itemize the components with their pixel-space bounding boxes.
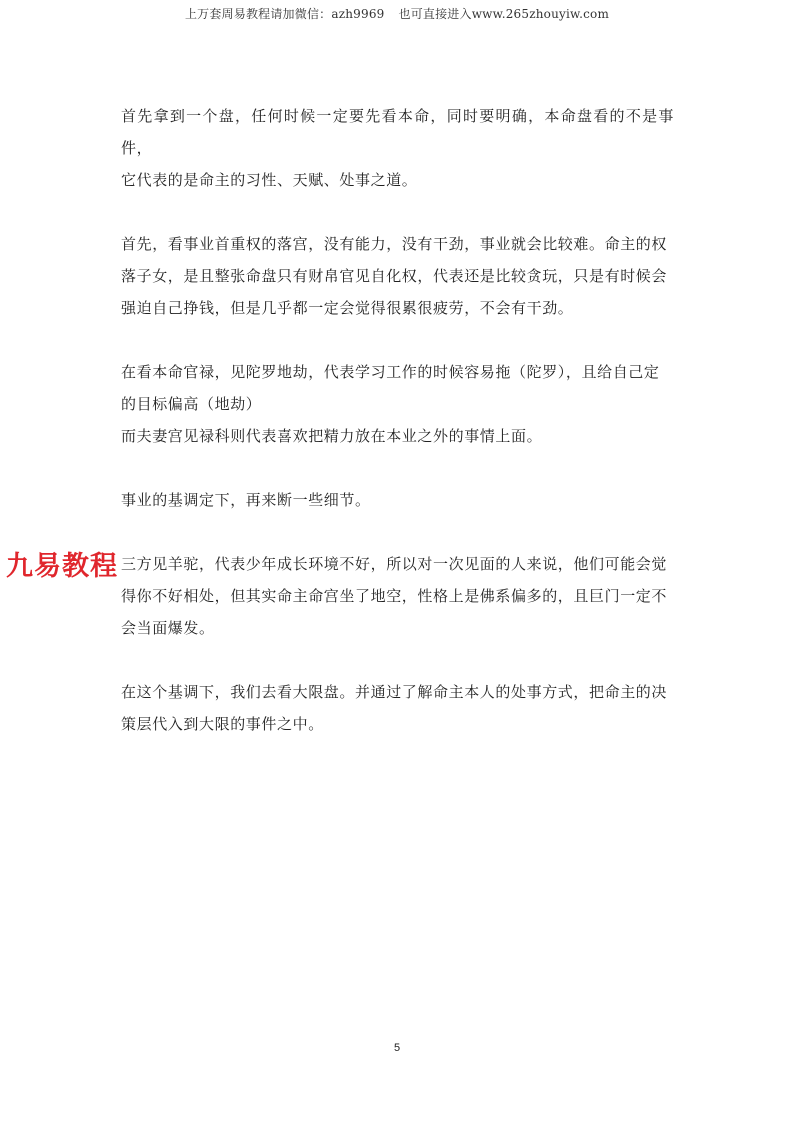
text-line: 事业的基调定下，再来断一些细节。 bbox=[121, 491, 371, 509]
text-line: 得你不好相处，但其实命主命宫坐了地空，性格上是佛系偏多的，且巨门一定不 bbox=[121, 587, 668, 605]
text-line: 首先，看事业首重权的落宫，没有能力，没有干劲，事业就会比较难。命主的权 bbox=[121, 235, 668, 253]
text-line: 强迫自己挣钱，但是几乎都一定会觉得很累很疲劳，不会有干劲。 bbox=[121, 299, 574, 317]
text-line: 而夫妻宫见禄科则代表喜欢把精力放在本业之外的事情上面。 bbox=[121, 427, 543, 445]
text-line: 落子女，是且整张命盘只有财帛官见自化权，代表还是比较贪玩，只是有时候会 bbox=[121, 267, 668, 285]
paragraph-decade-chart bbox=[121, 676, 674, 740]
page-number: 5 bbox=[393, 1042, 401, 1054]
paragraph-career-power bbox=[121, 228, 674, 324]
text-line: 首先拿到一个盘，任何时候一定要先看本命，同时要明确，本命盘看的不是事件， bbox=[121, 107, 674, 157]
text-line: 在看本命官禄，见陀罗地劫，代表学习工作的时候容易拖（陀罗），且给自己定 bbox=[121, 363, 660, 381]
paragraph-natal-chart bbox=[121, 100, 674, 196]
header-website-text: 也可直接进入www.265zhouyiw.com bbox=[398, 7, 610, 21]
paragraph-three-directions bbox=[121, 548, 674, 644]
text-line: 在这个基调下，我们去看大限盘。并通过了解命主本人的处事方式，把命主的决 bbox=[121, 683, 668, 701]
text-line: 策层代入到大限的事件之中。 bbox=[121, 715, 324, 733]
document-body bbox=[121, 100, 674, 772]
paragraph-career-tone bbox=[121, 484, 674, 516]
watermark-logo: 九易教程 bbox=[6, 551, 118, 582]
paragraph-career-palace bbox=[121, 356, 674, 452]
text-line: 它代表的是命主的习性、天赋、处事之道。 bbox=[121, 171, 418, 189]
text-line: 会当面爆发。 bbox=[121, 619, 215, 637]
text-line: 三方见羊驼，代表少年成长环境不好，所以对一次见面的人来说，他们可能会觉 bbox=[121, 555, 668, 573]
header-wechat-text: 上万套周易教程请加微信：azh9969 bbox=[184, 7, 385, 21]
text-line: 的目标偏高（地劫） bbox=[121, 395, 262, 413]
page-header bbox=[0, 5, 794, 22]
